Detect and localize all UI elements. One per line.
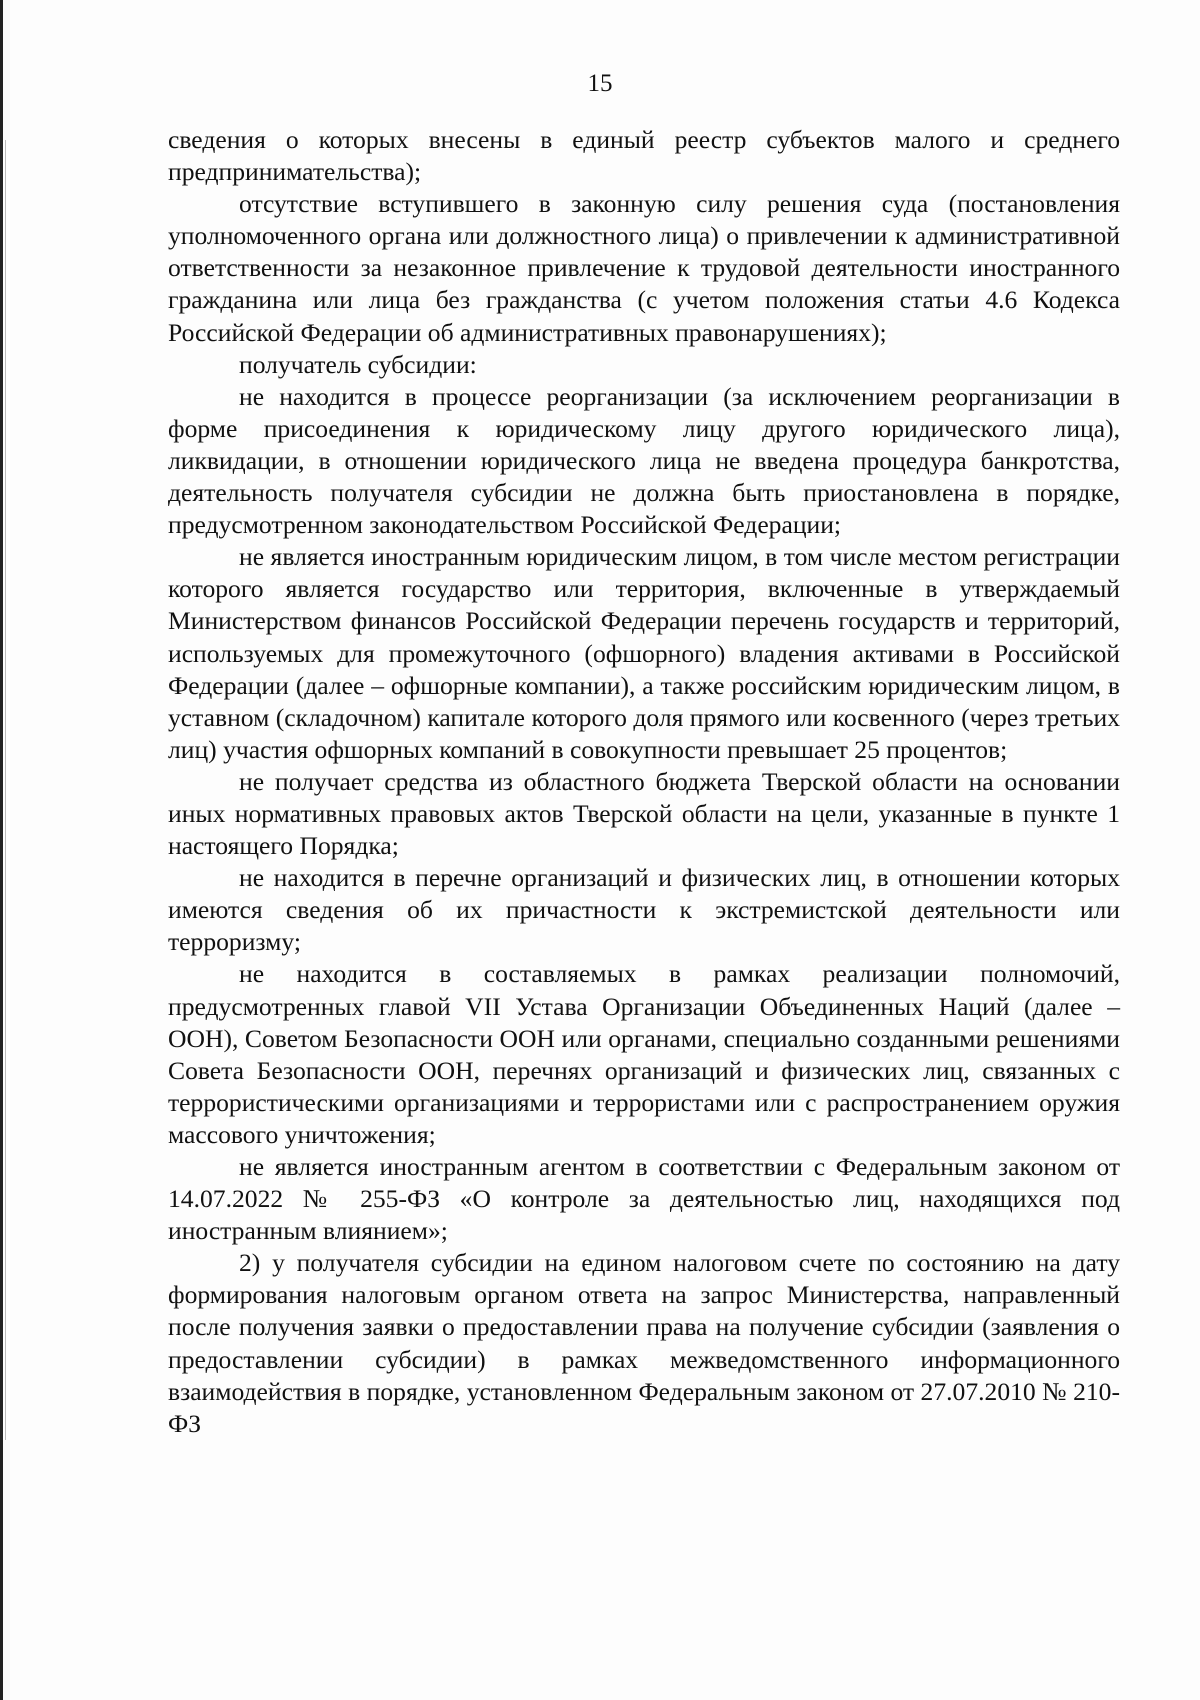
paragraph: не находится в составляемых в рамках реализации полномочий, предусмотренных главой VII Устава Организации Объединенных Наций (далее – ООН), Советом Безопасности ООН или органами, специально созданными решениями Совета Безопасности ООН, перечнях организаций и физических лиц, связанных с террористическими организациями и террористами или с распространением оружия массового уничтожения; — [168, 959, 1120, 1149]
paragraph: не находится в перечне организаций и физических лиц, в отношении которых имеются сведения об их причастности к экстремистской деятельности или терроризму; — [168, 863, 1120, 957]
paragraph: не находится в процессе реорганизации (за исключением реорганизации в форме присоединения к юридическому лицу другого юридического лица), ликвидации, в отношении юридического лица не введена процедура банкротства, деятельность получателя субсидии не должна быть приостановлена в порядке, предусмотренном законодательством Российской Федерации; — [168, 381, 1120, 540]
paragraph: не является иностранным юридическим лицом, в том числе местом регистрации которого является государство или территория, включенные в утверждаемый Министерством финансов Российской Федерации перечень государств и территорий, используемых для промежуточного (офшорного) владения активами в Российской Федерации (далее – офшорные компании), а также российским юридическим лицом, в уставном (складочном) капитале которого доля прямого или косвенного (через третьих лиц) участия офшорных компаний в совокупности превышает 25 процентов; — [168, 542, 1120, 764]
scan-edge-line — [0, 0, 3, 1700]
paragraph: сведения о которых внесены в единый реестр субъектов малого и среднего предпринимательства); — [168, 125, 1120, 187]
paragraph: отсутствие вступившего в законную силу решения суда (постановления уполномоченного органа или должностного лица) о привлечении к административной ответственности за незаконное привлечение к трудовой деятельности иностранного гражданина или лица без гражданства (с учетом положения статьи 4.6 Кодекса Российской Федерации об административных правонарушениях); — [168, 189, 1120, 347]
scan-edge-line-inner — [5, 140, 6, 1440]
paragraph: получатель субсидии: — [239, 349, 477, 379]
paragraph: не получает средства из областного бюджета Тверской области на основании иных нормативных правовых актов Тверской области на цели, указанные в пункте 1 настоящего Порядка; — [168, 766, 1120, 861]
paragraph: не является иностранным агентом в соответствии с Федеральным законом от 14.07.2022 № 255-ФЗ «О контроле за деятельностью лиц, находящихся под иностранным влиянием»; — [168, 1152, 1120, 1246]
page-number: 15 — [587, 70, 613, 97]
document-body — [168, 124, 1120, 1440]
paragraph: 2) у получателя субсидии на едином налоговом счете по состоянию на дату формирования налоговым органом ответа на запрос Министерства, направленный после получения заявки о предоставлении права на получение субсидии (заявления о предоставлении субсидии) в рамках межведомственного информационного взаимодействия в порядке, установленном Федеральным законом от 27.07.2010 № 210-ФЗ — [168, 1248, 1120, 1438]
